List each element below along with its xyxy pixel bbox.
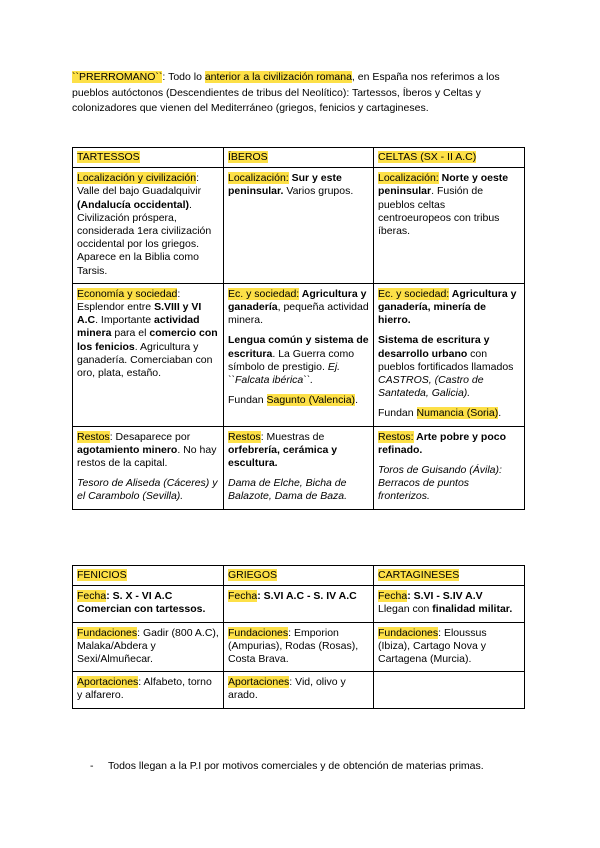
- header-cell: CARTAGINESES: [374, 566, 525, 586]
- bullet-note: [90, 760, 484, 772]
- celtas-location-cell: Localización: Norte y oeste peninsular. Fusión de pueblos celtas centroeuropeos con tribus íberas.: [374, 168, 525, 284]
- prerroman-peoples-table: [72, 147, 525, 510]
- cartagineses-date-cell: Fecha: S.VI - S.IV A.V Llegan con finalidad militar.: [374, 586, 525, 622]
- header-cell: ÍBEROS: [224, 148, 374, 168]
- header-cell: FENICIOS: [73, 566, 224, 586]
- tartessos-economy-cell: Economía y sociedad: Esplendor entre S.VIII y VI A.C. Importante actividad minera para el comercio con los fenicios. Agricultura y ganadería. Comerciaban con oro, plata, estaño.: [73, 283, 224, 426]
- intro-text: : Todo lo: [162, 71, 205, 83]
- fenicios-contributions-cell: Aportaciones: Alfabeto, torno y alfarero.: [73, 672, 224, 708]
- table-row: [73, 672, 525, 708]
- table-row: [73, 168, 525, 284]
- colonizers-table: [72, 565, 525, 709]
- table-header-row: [73, 148, 525, 168]
- iberos-economy-cell: Ec. y sociedad: Agricultura y ganadería, pequeña actividad minera. Lengua común y sistema de escritura. La Guerra como símbolo de prestigio. Ej. ``Falcata ibérica``. Fundan Sagunto (Valencia).: [224, 283, 374, 426]
- griegos-date-cell: Fecha: S.VI A.C - S. IV A.C: [224, 586, 374, 622]
- header-cell: TARTESSOS: [73, 148, 224, 168]
- intro-text: , en España nos referimos a los pueblos autóctonos (Descendientes de tribus del Neolítico): Tartessos, Íberos y Celtas y colonizadores que vienen del Mediterráneo (griegos, fenicios y cartagineses.: [72, 71, 500, 114]
- iberos-location-cell: Localización: Sur y este peninsular. Varios grupos.: [224, 168, 374, 284]
- table-row: [73, 586, 525, 622]
- table-row: [73, 622, 525, 672]
- fenicios-foundations-cell: Fundaciones: Gadir (800 A.C), Malaka/Abdera y Sexi/Almuñecar.: [73, 622, 224, 672]
- header-cell: CELTAS (SX - II A.C): [374, 148, 525, 168]
- intro-term: ``PRERROMANO``: [72, 71, 163, 83]
- celtas-remains-cell: Restos: Arte pobre y poco refinado. Toros de Guisando (Ávila): Berracos de puntos fronterizos.: [374, 426, 525, 509]
- table-row: [73, 283, 525, 426]
- griegos-contributions-cell: Aportaciones: Vid, olivo y arado.: [224, 672, 374, 708]
- bullet-text: Todos llegan a la P.I por motivos comerciales y de obtención de materias primas.: [108, 760, 484, 772]
- intro-paragraph: [72, 70, 530, 117]
- table-row: [73, 426, 525, 509]
- cartagineses-contributions-cell: [374, 672, 525, 708]
- table-header-row: [73, 566, 525, 586]
- intro-highlight: anterior a la civilización romana: [204, 71, 352, 83]
- bullet-dash: -: [90, 760, 94, 772]
- griegos-foundations-cell: Fundaciones: Emporion (Ampurias), Rodas (Rosas), Costa Brava.: [224, 622, 374, 672]
- celtas-economy-cell: Ec. y sociedad: Agricultura y ganadería, minería de hierro. Sistema de escritura y desarrollo urbano con pueblos fortificados llamados CASTROS, (Castro de Santateda, Galicia). Fundan Numancia (Soria).: [374, 283, 525, 426]
- fenicios-date-cell: Fecha: S. X - VI A.C Comercian con tartessos.: [73, 586, 224, 622]
- header-cell: GRIEGOS: [224, 566, 374, 586]
- tartessos-remains-cell: Restos: Desaparece por agotamiento minero. No hay restos de la capital. Tesoro de Aliseda (Cáceres) y el Carambolo (Sevilla).: [73, 426, 224, 509]
- tartessos-location-cell: Localización y civilización: Valle del bajo Guadalquivir (Andalucía occidental). Civilización próspera, considerada 1era civilización occidental por los griegos. Aparece en la Biblia como Tarsis.: [73, 168, 224, 284]
- iberos-remains-cell: Restos: Muestras de orfebrería, cerámica y escultura. Dama de Elche, Bicha de Balazote, Dama de Baza.: [224, 426, 374, 509]
- cartagineses-foundations-cell: Fundaciones: Eloussus (Ibiza), Cartago Nova y Cartagena (Murcia).: [374, 622, 525, 672]
